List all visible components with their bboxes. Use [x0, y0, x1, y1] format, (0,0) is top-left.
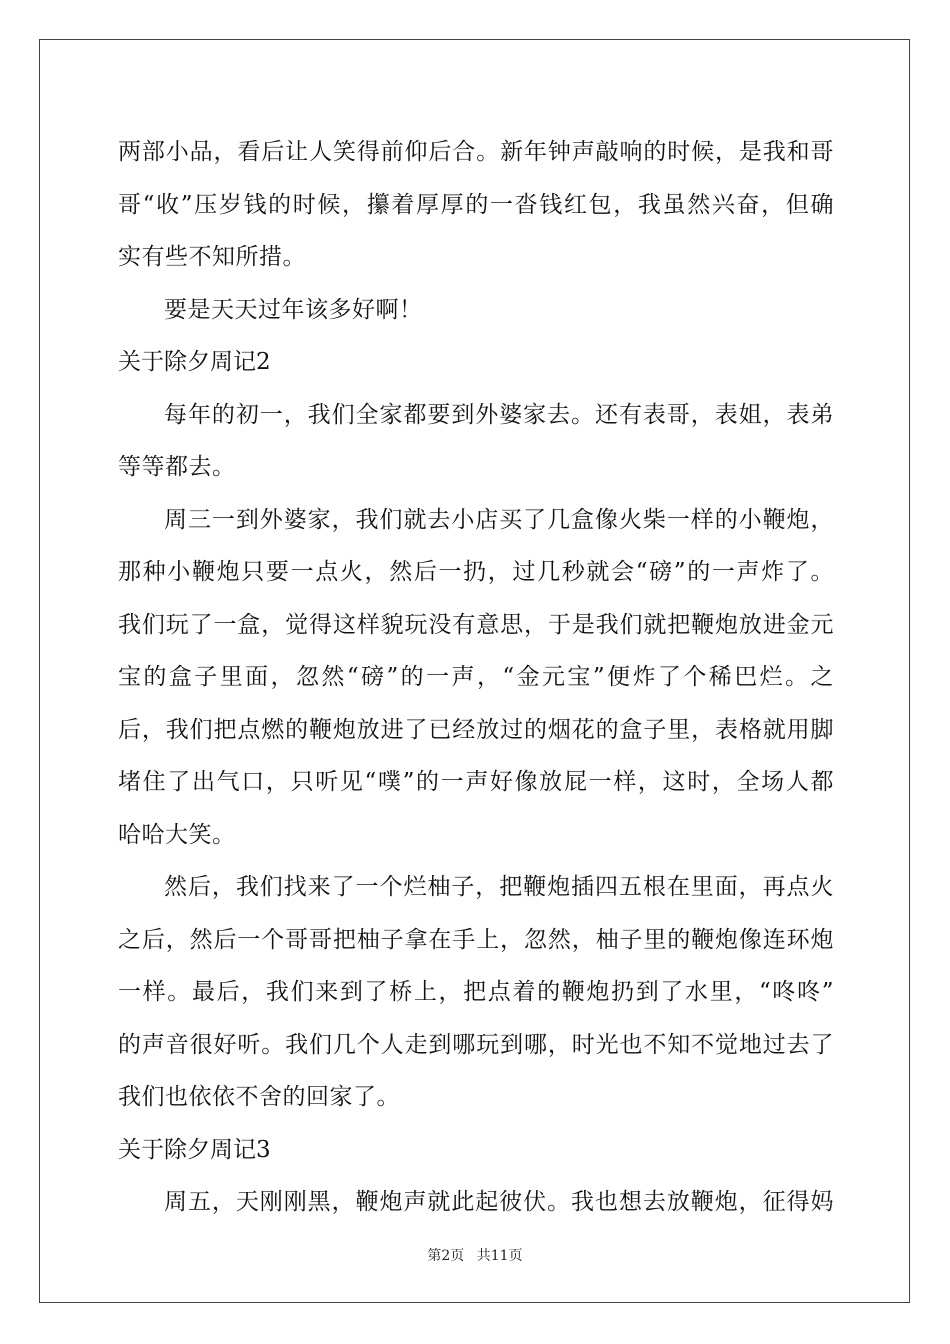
section-heading: 关于除夕周记3 [118, 1136, 271, 1163]
text-line: 宝的盒子里面，忽然“磅”的一声，“金元宝”便炸了个稀巴烂。之 [118, 664, 834, 690]
page-total: 共11页 [476, 1248, 523, 1264]
text-line: 要是天天过年该多好啊！ [164, 296, 423, 323]
text-line: 之后，然后一个哥哥把柚子拿在手上，忽然，柚子里的鞭炮像连环炮 [118, 926, 834, 953]
text-line: 周五，天刚刚黑，鞭炮声就此起彼伏。我也想去放鞭炮，征得妈 [164, 1189, 834, 1215]
text-line: 哥“收”压岁钱的时候，攥着厚厚的一沓钱红包，我虽然兴奋，但确 [118, 191, 834, 218]
text-line: 后，我们把点燃的鞭炮放进了已经放过的烟花的盒子里，表格就用脚 [118, 716, 834, 743]
text-line: 我们也依依不舍的回家了。 [118, 1084, 400, 1110]
text-line: 那种小鞭炮只要一点火，然后一扔，过几秒就会“磅”的一声炸了。 [118, 559, 834, 585]
document-body [118, 126, 834, 1229]
section-heading: 关于除夕周记2 [118, 349, 271, 375]
text-line: 哈哈大笑。 [118, 821, 236, 848]
text-line: 每年的初一，我们全家都要到外婆家去。还有表哥，表姐，表弟 [164, 401, 834, 428]
text-line: 周三一到外婆家，我们就去小店买了几盒像火柴一样的小鞭炮， [164, 506, 834, 533]
text-line: 然后，我们找来了一个烂柚子，把鞭炮插四五根在里面，再点火 [164, 874, 834, 900]
text-line: 的声音很好听。我们几个人走到哪玩到哪，时光也不知不觉地过去了 [118, 1031, 834, 1058]
text-line: 等等都去。 [118, 454, 236, 480]
text-line: 实有些不知所措。 [118, 244, 306, 270]
text-line: 堵住了出气口，只听见“噗”的一声好像放屁一样，这时，全场人都 [118, 769, 834, 795]
page-number: 第2页 [427, 1248, 465, 1264]
text-line: 一样。最后，我们来到了桥上，把点着的鞭炮扔到了水里，“咚咚” [118, 979, 834, 1005]
text-line: 两部小品，看后让人笑得前仰后合。新年钟声敲响的时候，是我和哥 [118, 139, 834, 165]
text-line: 我们玩了一盒，觉得这样貌玩没有意思，于是我们就把鞭炮放进金元 [118, 611, 834, 638]
page-footer [0, 1245, 950, 1265]
